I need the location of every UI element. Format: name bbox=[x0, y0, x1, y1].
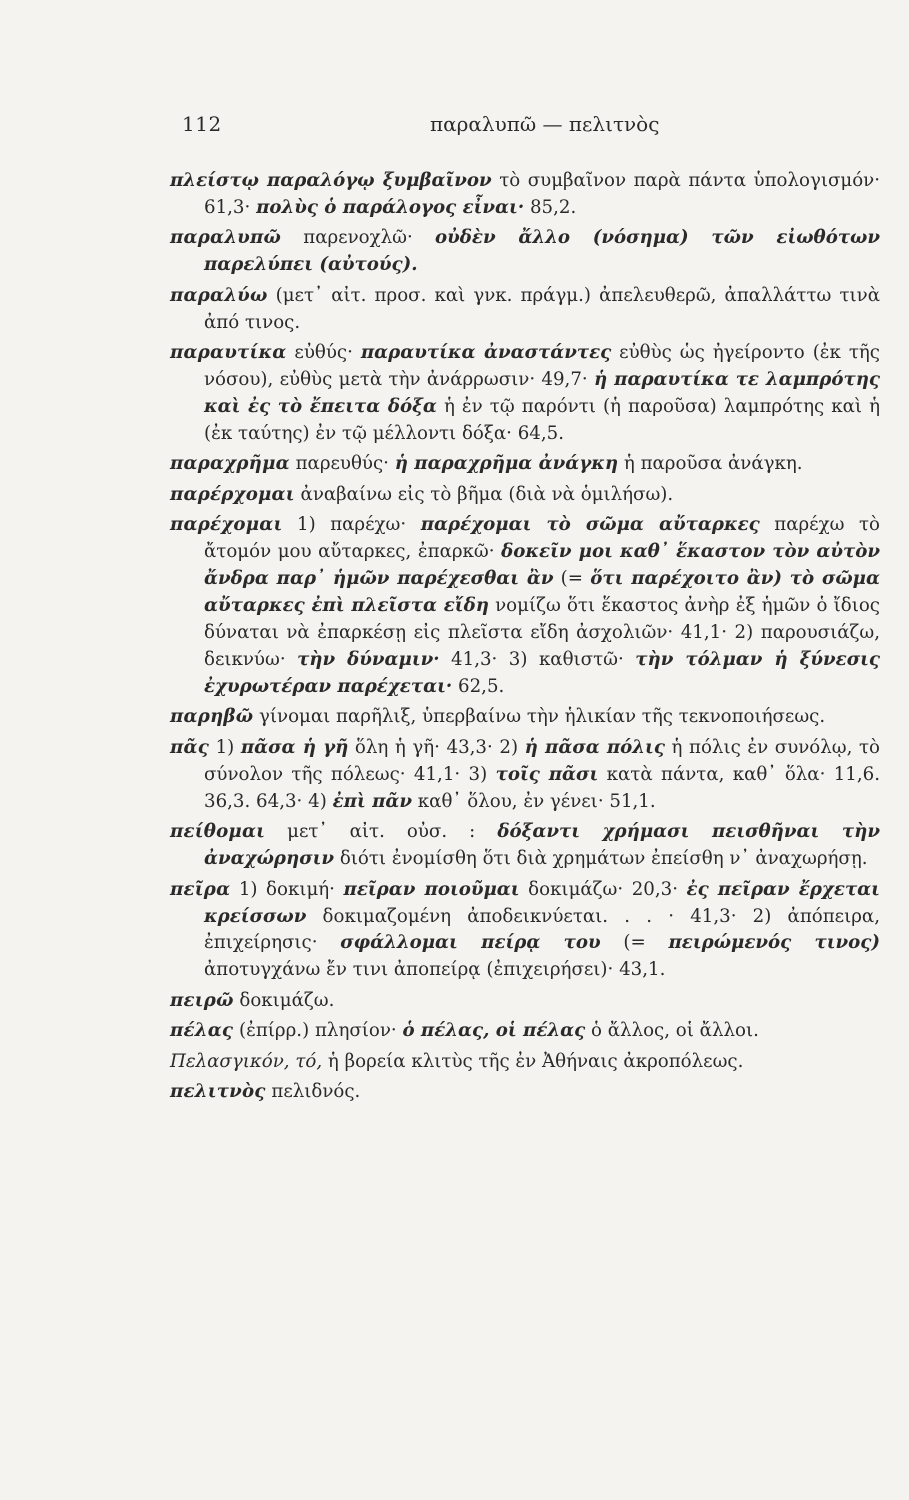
italic-term: Πελασγικόν, τό, bbox=[170, 1050, 323, 1072]
greek-phrase: τοῖς πᾶσι bbox=[495, 763, 599, 785]
dictionary-entry bbox=[170, 451, 880, 478]
dictionary-entry bbox=[170, 1018, 880, 1045]
greek-phrase: ἡ παραχρῆμα ἀνάγκη bbox=[394, 453, 619, 475]
gloss-text: 62,5. bbox=[452, 675, 505, 697]
headword: πελιτνὸς bbox=[170, 1081, 266, 1103]
greek-phrase: τὴν τόλμαν ἡ ξύνεσις ἐχυρωτέραν παρέχεται· bbox=[204, 648, 880, 697]
greek-phrase: ἐπὶ πᾶν bbox=[332, 790, 413, 812]
headword: πέλας bbox=[170, 1020, 234, 1042]
headword: παραυτίκα bbox=[170, 342, 287, 364]
dictionary-entry bbox=[170, 704, 880, 731]
dictionary-entry bbox=[170, 735, 880, 816]
greek-phrase: πλείστῳ παραλόγῳ ξυμβαῖνον bbox=[170, 170, 492, 191]
dictionary-entry bbox=[170, 988, 880, 1015]
greek-phrase: ἡ παραυτίκα τε λαμπρότης καὶ ἐς τὸ ἔπειτα δόξα bbox=[204, 369, 880, 418]
greek-phrase: ὁ πέλας, οἱ πέλας bbox=[402, 1020, 586, 1042]
gloss-text: (μετ᾽ αἰτ. προσ. καὶ γνκ. πράγμ.) ἀπελευθερῶ, ἀπαλλάττω τινὰ ἀπό τινος. bbox=[204, 284, 880, 333]
headword: παρέρχομαι bbox=[170, 483, 295, 505]
gloss-text: εὐθὺς ὡς ἠγείροντο (ἐκ τῆς νόσου), εὐθὺς μετὰ τὴν ἀνάρρωσιν· 49,7· bbox=[204, 342, 880, 391]
gloss-text: δοκιμαζομένη ἀποδεικνύεται. . . · 41,3· 2) ἀπόπειρα, ἐπιχείρησις· bbox=[204, 905, 880, 954]
greek-phrase: πεῖραν ποιοῦμαι bbox=[343, 878, 520, 900]
page-number: 112 bbox=[182, 112, 222, 136]
gloss-text: παρευθύς· bbox=[289, 453, 395, 475]
gloss-text: εὐθύς· bbox=[286, 342, 361, 364]
gloss-text: νομίζω ὅτι ἕκαστος ἀνὴρ ἐξ ἡμῶν ὁ ἴδιος δύναται νὰ ἐπαρκέσῃ εἰς πλεῖστα εἴδη ἀσχολιῶν· 41,1· 2) παρουσιάζω, δεικνύω· bbox=[204, 595, 880, 670]
gloss-text: τὸ συμβαῖνον παρὰ πάντα ὑπολογισμόν· 61,3· bbox=[204, 170, 880, 218]
headword: παραλυπῶ bbox=[170, 227, 282, 249]
gloss-text: ἡ βορεία κλιτὺς τῆς ἐν Ἀθήναις ἀκροπόλεως. bbox=[322, 1050, 744, 1072]
greek-phrase: ἐς πεῖραν ἔρχεται κρείσσων bbox=[204, 878, 880, 927]
greek-phrase: δοκεῖν μοι καθ᾽ ἕκαστον τὸν αὐτὸν ἄνδρα παρ᾽ ἡμῶν παρέχεσθαι ἂν bbox=[204, 541, 880, 590]
greek-phrase: παρέχομαι τὸ σῶμα αὔταρκες bbox=[420, 514, 760, 536]
gloss-text: ὅλη ἡ γῆ· 43,3· 2) bbox=[348, 736, 525, 758]
greek-phrase: πᾶσα ἡ γῆ bbox=[240, 736, 349, 758]
headword: παρηβῶ bbox=[170, 706, 254, 728]
dictionary-entry bbox=[170, 819, 880, 873]
greek-phrase: ἡ πᾶσα πόλις bbox=[524, 736, 665, 758]
greek-phrase: τὴν δύναμιν· bbox=[297, 648, 440, 670]
gloss-text: (= bbox=[600, 932, 669, 954]
greek-phrase: δόξαντι χρήμασι πεισθῆναι τὴν ἀναχώρησιν bbox=[204, 821, 880, 870]
gloss-text: (= bbox=[553, 568, 591, 590]
dictionary-entry bbox=[170, 482, 880, 509]
dictionary-entry bbox=[170, 1049, 880, 1076]
gloss-text: μετ᾽ αἰτ. οὐσ. : bbox=[265, 821, 498, 843]
headword: πεῖρα bbox=[170, 878, 231, 900]
gloss-text: καθ᾽ ὅλου, ἐν γένει· 51,1. bbox=[412, 790, 656, 812]
gloss-text: 1) παρέχω· bbox=[282, 514, 421, 536]
dictionary-entry bbox=[170, 340, 880, 448]
greek-phrase: πειρώμενός τινος) bbox=[668, 932, 880, 954]
dictionary-entry bbox=[170, 877, 880, 985]
gloss-text: διότι ἐνομίσθη ὅτι διὰ χρημάτων ἐπείσθη ν᾽ ἀναχωρήσῃ. bbox=[334, 848, 868, 870]
gloss-text: παρενοχλῶ· bbox=[281, 227, 435, 249]
gloss-text: ἡ πόλις ἐν συνόλῳ, τὸ σύνολον τῆς πόλεως· 41,1· 3) bbox=[204, 736, 880, 785]
headword: παρέχομαι bbox=[170, 514, 283, 536]
gloss-text: γίνομαι παρῆλιξ, ὑπερβαίνω τὴν ἡλικίαν τῆς τεκνοποιήσεως. bbox=[253, 706, 826, 728]
gloss-text: 1) bbox=[208, 736, 241, 758]
dictionary-entry bbox=[170, 1079, 880, 1106]
gloss-text: δοκιμάζω· 20,3· bbox=[519, 878, 687, 900]
dictionary-entry bbox=[170, 225, 880, 279]
headword: παραχρῆμα bbox=[170, 453, 290, 475]
headword: πείθομαι bbox=[170, 821, 266, 843]
gloss-text: ἡ παροῦσα ἀνάγκη. bbox=[618, 453, 803, 475]
gloss-text: ὁ ἄλλος, οἱ ἄλλοι. bbox=[585, 1020, 759, 1042]
greek-phrase: ὅτι παρέχοιτο ἂν) τὸ σῶμα αὔταρκες ἐπὶ πλεῖστα εἴδη bbox=[204, 568, 880, 617]
gloss-text: ἀναβαίνω εἰς τὸ βῆμα (διὰ νὰ ὁμιλήσω). bbox=[294, 483, 674, 505]
page-header bbox=[182, 112, 882, 152]
gloss-text: (ἐπίρρ.) πλησίον· bbox=[233, 1020, 403, 1042]
dictionary-entry bbox=[170, 512, 880, 700]
headword: παραλύω bbox=[170, 284, 268, 306]
dictionary-entry bbox=[170, 168, 880, 222]
entries-list bbox=[170, 168, 880, 1110]
headword: πᾶς bbox=[170, 736, 209, 758]
gloss-text: 41,3· 3) καθιστῶ· bbox=[439, 648, 636, 670]
gloss-text: ἡ ἐν τῷ παρόντι (ἡ παροῦσα) λαμπρότης καὶ ἡ (ἐκ ταύτης) ἐν τῷ μέλλοντι δόξα· 64,5. bbox=[204, 396, 880, 444]
dictionary-entry bbox=[170, 283, 880, 337]
running-title: παραλυπῶ — πελιτνὸς bbox=[430, 112, 660, 136]
gloss-text: 85,2. bbox=[524, 196, 577, 218]
gloss-text: πελιδνός. bbox=[265, 1081, 361, 1103]
gloss-text: παρέχω τὸ ἄτομόν μου αὔταρκες, ἐπαρκῶ· bbox=[204, 514, 880, 563]
greek-phrase: οὐδὲν ἄλλο (νόσημα) τῶν εἰωθότων παρελύπει (αὐτούς). bbox=[204, 227, 880, 276]
gloss-text: ἀποτυγχάνω ἔν τινι ἀποπείρᾳ (ἐπιχειρήσει)· 43,1. bbox=[204, 959, 666, 981]
gloss-text: 1) δοκιμή· bbox=[230, 878, 344, 900]
gloss-text: κατὰ πάντα, καθ᾽ ὅλα· 11,6. 36,3. 64,3· 4) bbox=[204, 763, 881, 812]
greek-phrase: παραυτίκα ἀναστάντες bbox=[360, 342, 612, 364]
headword: πειρῶ bbox=[170, 989, 234, 1011]
greek-phrase: σφάλλομαι πείρᾳ του bbox=[340, 932, 601, 954]
greek-phrase: πολὺς ὁ παράλογος εἶναι· bbox=[256, 196, 525, 218]
gloss-text: δοκιμάζω. bbox=[233, 989, 335, 1011]
